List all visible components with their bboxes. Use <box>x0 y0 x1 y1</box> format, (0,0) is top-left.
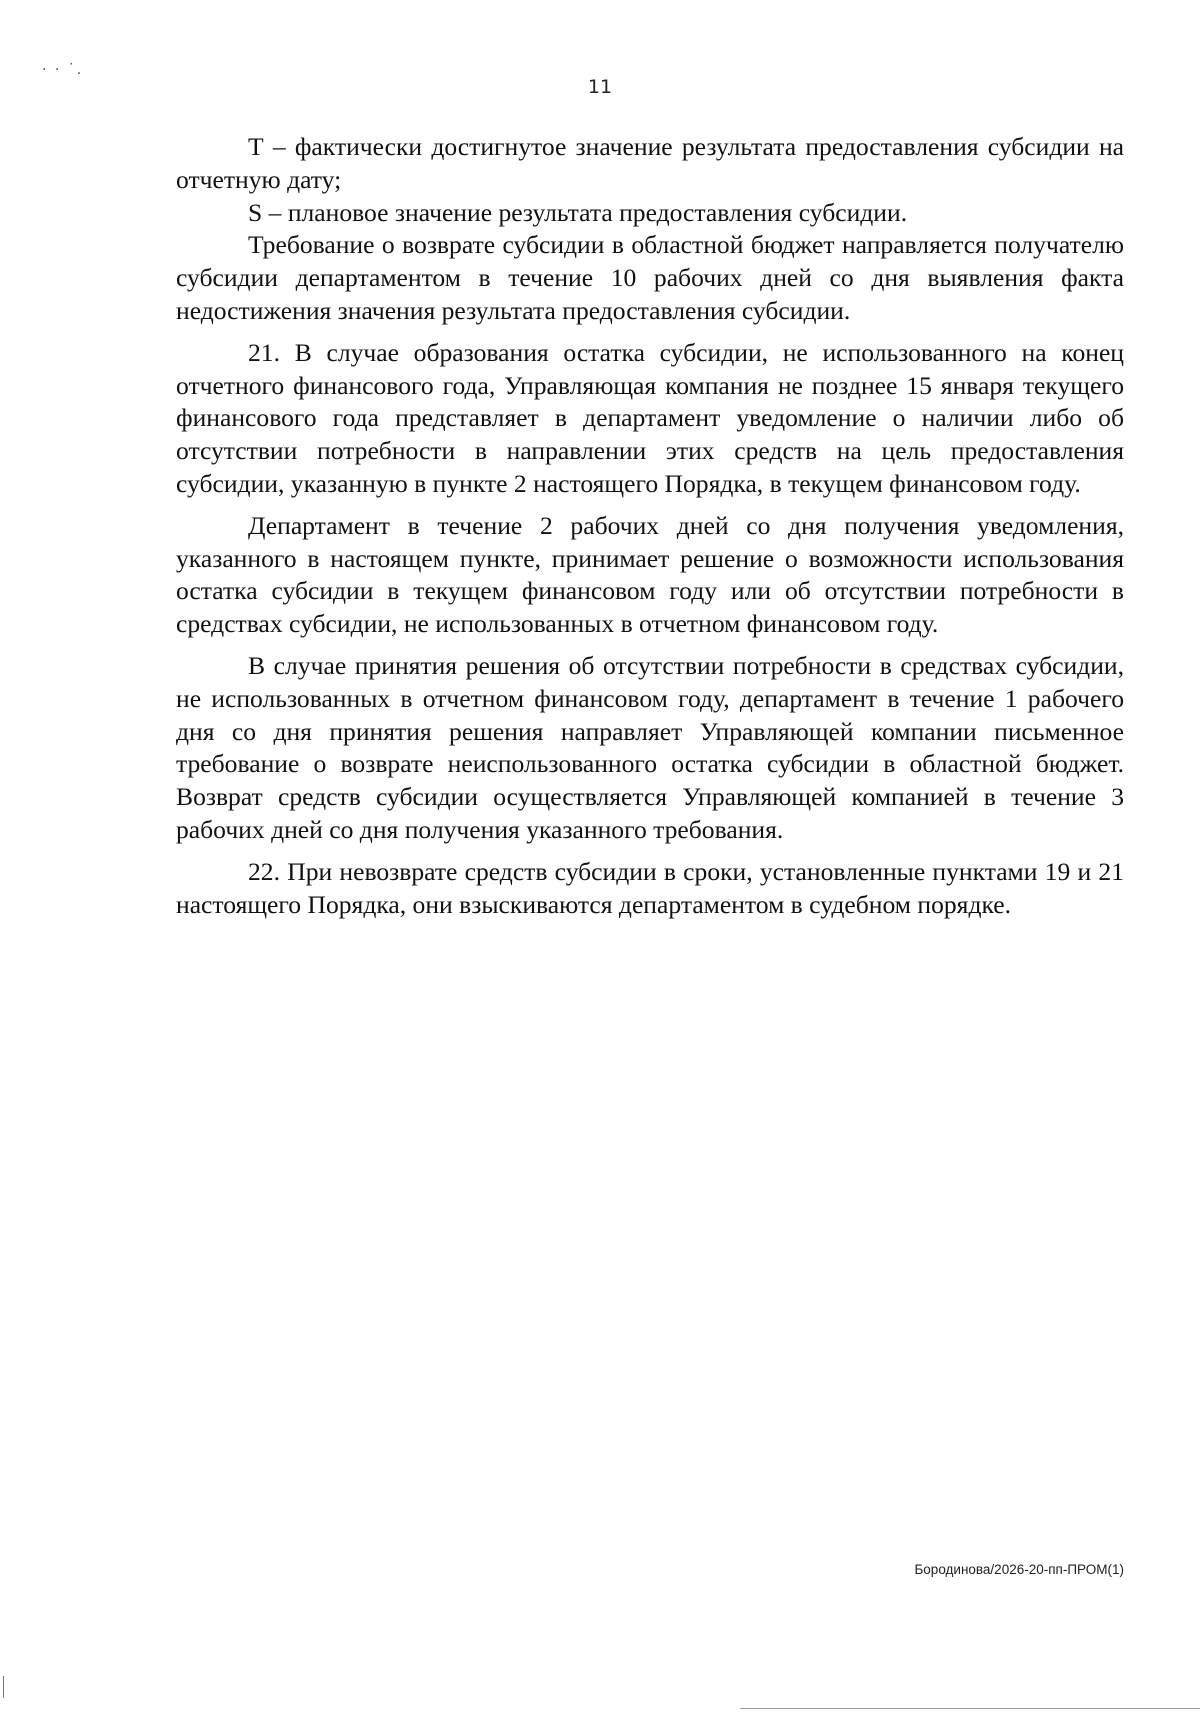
page-number: 11 <box>587 76 613 98</box>
document-body <box>176 131 1124 921</box>
paragraph-clause-21: 21. В случае образования остатка субсидии, не использованного на конец отчетного финансового года, Управляющая компания не позднее 15 января текущего финансового года представляет в департамент уведомление о наличии либо об отсутствии потребности в направлении этих средств на цель предоставления субсидии, указанную в пункте 2 настоящего Порядка, в текущем финансовом году. <box>176 337 1124 498</box>
paragraph-return-procedure: В случае принятия решения об отсутствии потребности в средствах субсидии, не использованных в отчетном финансовом году, департамент в течение 1 рабочего дня со дня принятия решения направляет Управляющей компании письменное требование о возврате неиспользованного остатка субсидии в областной бюджет. Возврат средств субсидии осуществляется Управляющей компанией в течение 3 рабочих дней со дня получения указанного требования. <box>176 650 1124 844</box>
paragraph-return-requirement: Требование о возврате субсидии в областной бюджет направляется получателю субсидии департаментом в течение 10 рабочих дней со дня выявления факта недостижения значения результата предоставления субсидии. <box>176 230 1124 325</box>
scan-edge-line <box>740 1708 1200 1709</box>
footer-reference: Бородинова/2026-20-пп-ПРОМ(1) <box>914 1562 1124 1577</box>
paragraph-department-decision: Департамент в течение 2 рабочих дней со дня получения уведомления, указанного в настоящем пункте, принимает решение о возможности использования остатка субсидии в текущем финансовом году или об отсутствии потребности в средствах субсидии, не использованных в отчетном финансовом году. <box>176 510 1124 639</box>
scan-edge-mark <box>3 1676 4 1698</box>
paragraph-s-definition: S – плановое значение результата предоставления субсидии. <box>248 197 908 227</box>
paragraph-t-definition: Т – фактически достигнутое значение результата предоставления субсидии на отчетную дату; <box>176 132 1124 194</box>
scan-artifact: · · ˙. <box>42 62 84 78</box>
paragraph-clause-22: 22. При невозврате средств субсидии в сроки, установленные пунктами 19 и 21 настоящего Порядка, они взыскиваются департаментом в судебном порядке. <box>176 856 1124 919</box>
